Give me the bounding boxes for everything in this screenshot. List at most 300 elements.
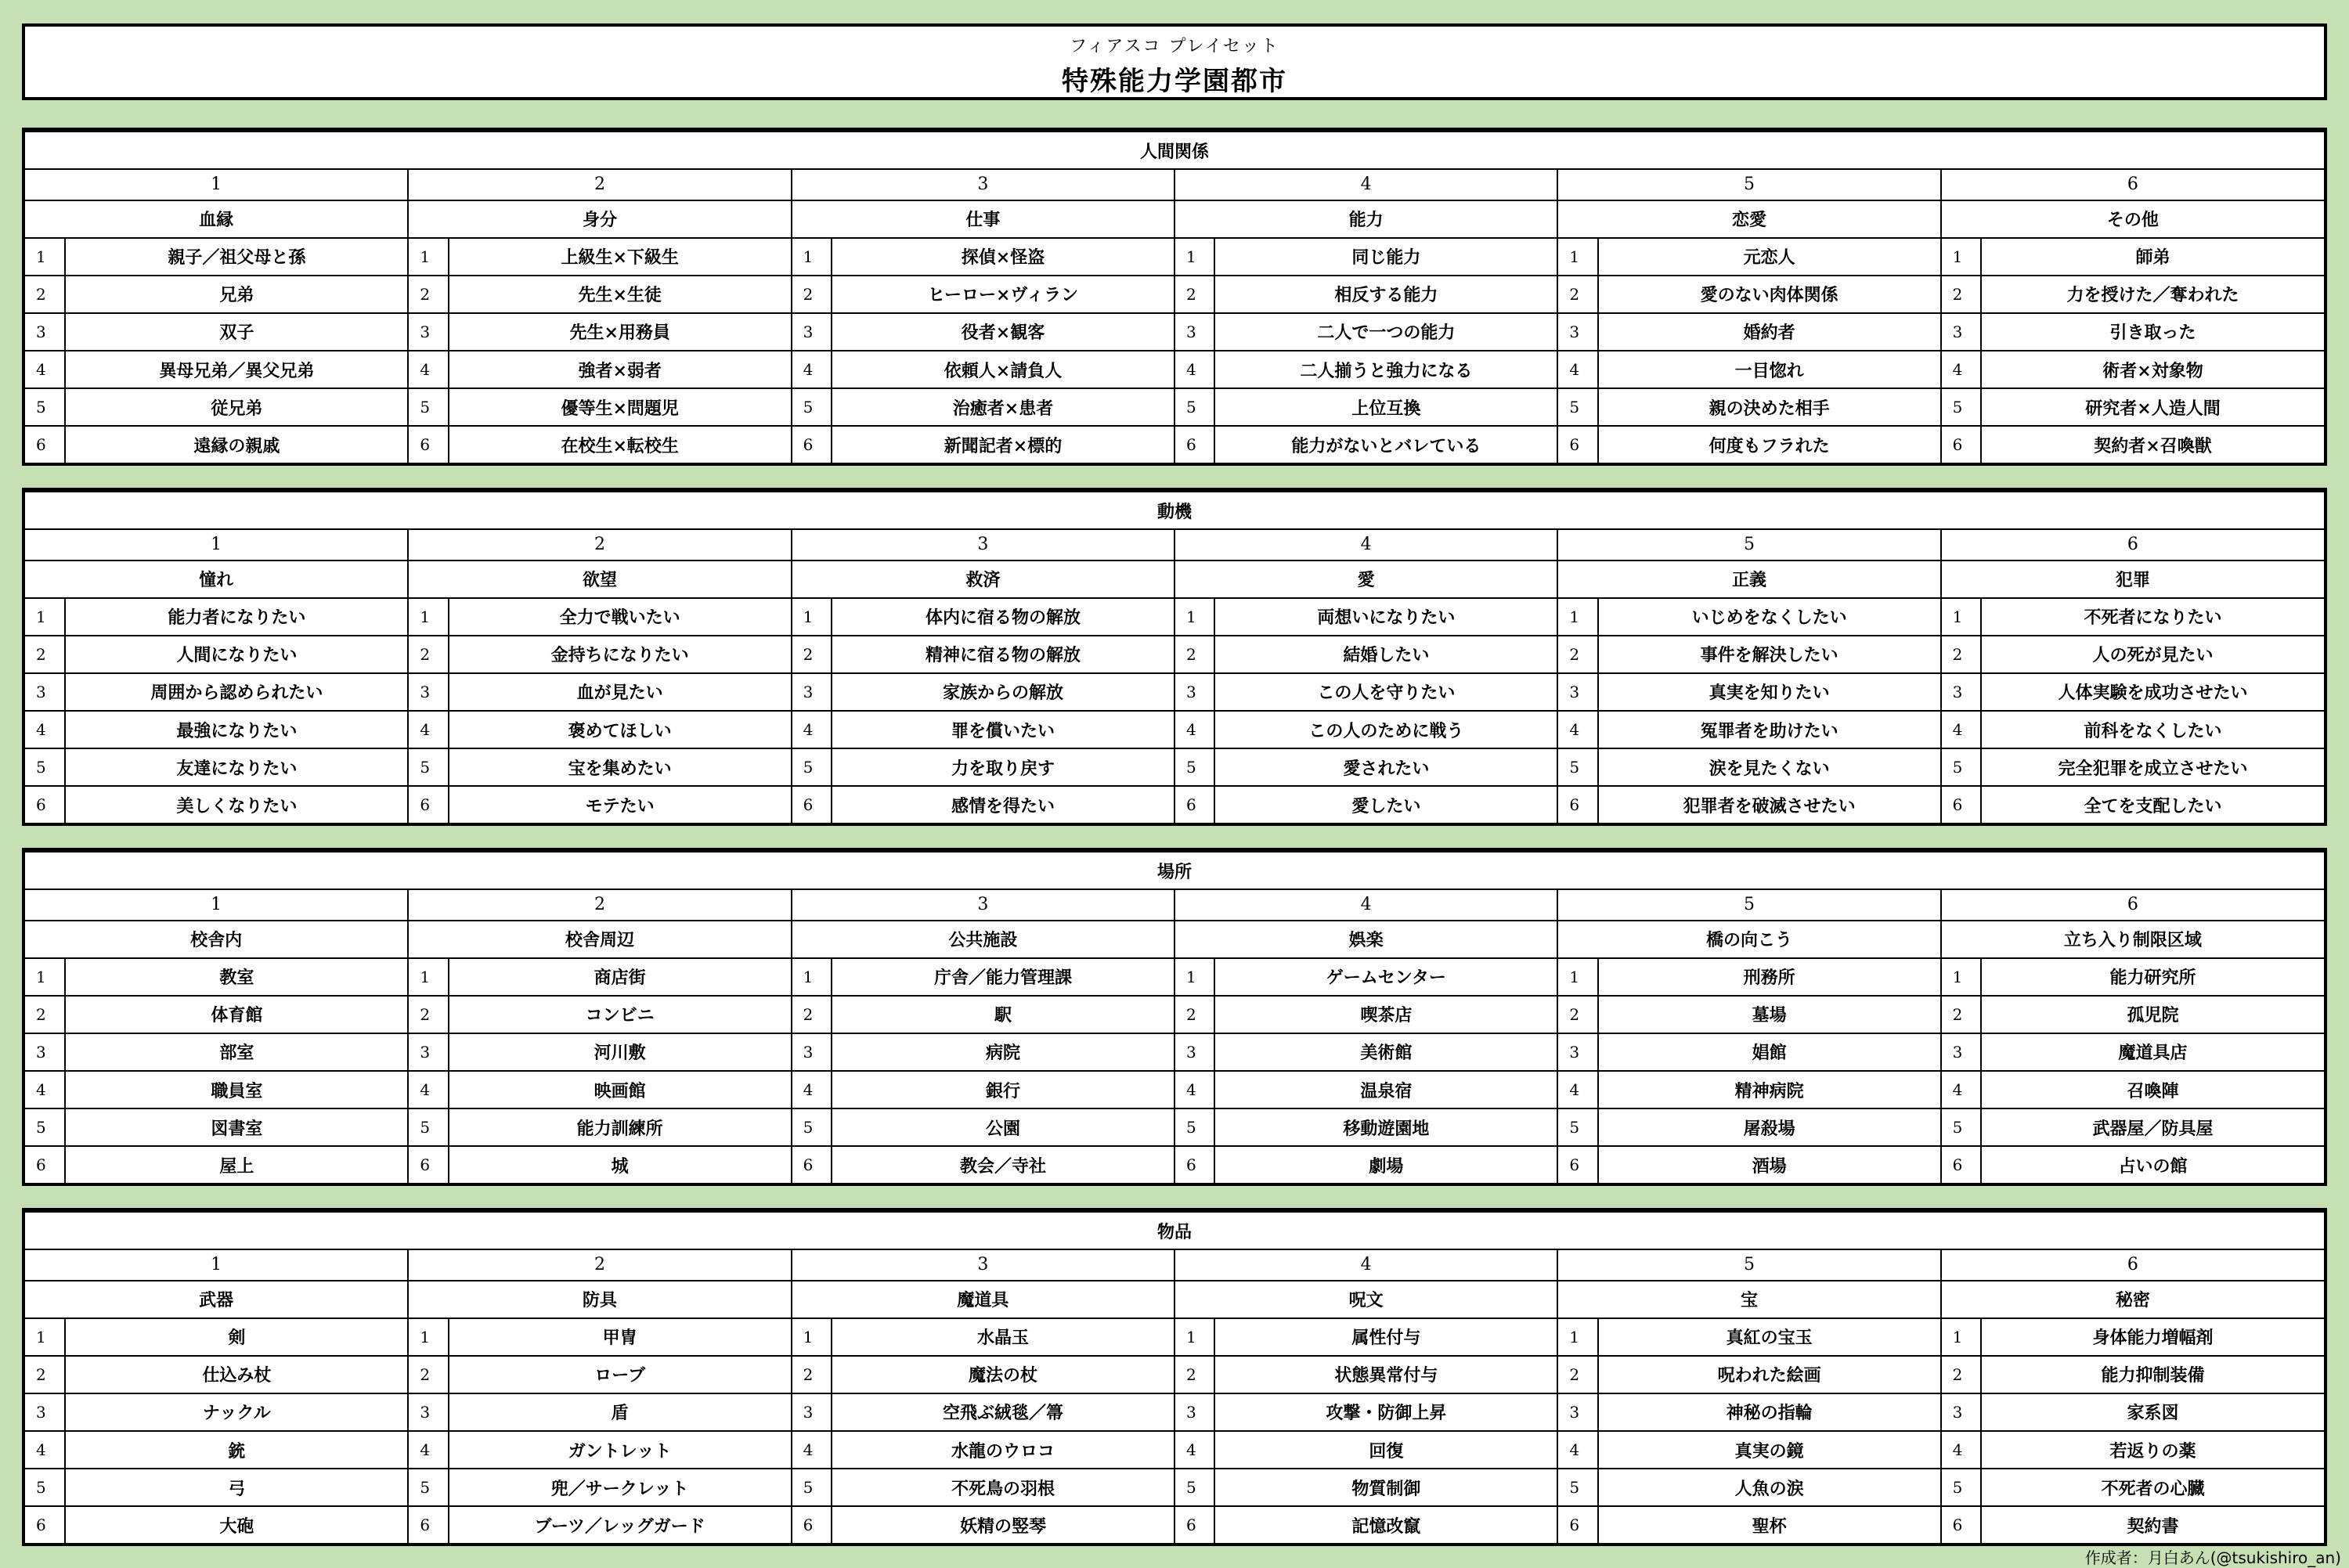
item-roll-number: 1 [1557, 238, 1597, 276]
item-cell: 金持ちになりたい [449, 636, 792, 673]
item-roll-number: 1 [792, 958, 832, 996]
item-cell: 状態異常付与 [1214, 1356, 1557, 1393]
item-cell: 契約書 [1981, 1506, 2324, 1543]
item-roll-number: 6 [792, 1146, 832, 1183]
item-roll-number: 1 [1941, 598, 1981, 636]
item-cell: 依頼人×請負人 [832, 351, 1174, 388]
table-row [25, 996, 2324, 1033]
item-roll-number: 3 [1941, 673, 1981, 711]
item-roll-number: 5 [1557, 388, 1597, 426]
item-roll-number: 2 [1557, 276, 1597, 313]
category-header: 愛 [1174, 561, 1557, 598]
category-header: 能力 [1174, 200, 1557, 238]
column-roll-number: 4 [1174, 1249, 1557, 1280]
item-roll-number: 3 [792, 1393, 832, 1431]
item-cell: 術者×対象物 [1981, 351, 2324, 388]
item-roll-number: 5 [1941, 1469, 1981, 1506]
item-roll-number: 5 [25, 1108, 65, 1146]
item-roll-number: 6 [1941, 426, 1981, 463]
column-roll-number: 6 [1941, 529, 2324, 560]
item-roll-number: 3 [25, 673, 65, 711]
item-roll-number: 2 [25, 1356, 65, 1393]
item-cell: 最強になりたい [65, 711, 408, 748]
item-cell: 同じ能力 [1214, 238, 1557, 276]
item-cell: 空飛ぶ絨毯／箒 [832, 1393, 1174, 1431]
item-cell: 銃 [65, 1431, 408, 1469]
item-roll-number: 6 [25, 1506, 65, 1543]
item-roll-number: 3 [1557, 313, 1597, 351]
playset-title: 特殊能力学園都市 [1062, 66, 1287, 97]
item-cell: 家系図 [1981, 1393, 2324, 1431]
item-roll-number: 5 [1557, 1108, 1597, 1146]
item-cell: 前科をなくしたい [1981, 711, 2324, 748]
item-cell: 罪を償いたい [832, 711, 1174, 748]
column-roll-number: 1 [25, 889, 408, 920]
item-cell: 真実の鏡 [1598, 1431, 1941, 1469]
category-header: 欲望 [408, 561, 791, 598]
item-cell: 身体能力増幅剤 [1981, 1318, 2324, 1356]
item-roll-number: 4 [1557, 711, 1597, 748]
category-header: 呪文 [1174, 1281, 1557, 1318]
column-roll-number: 2 [408, 169, 791, 200]
table-row [25, 1393, 2324, 1431]
table-row [25, 1356, 2324, 1393]
item-roll-number: 2 [792, 636, 832, 673]
category-header: 橋の向こう [1557, 921, 1940, 958]
item-cell: 能力訓練所 [449, 1108, 792, 1146]
item-roll-number: 3 [25, 1393, 65, 1431]
item-cell: ゲームセンター [1214, 958, 1557, 996]
item-cell: 血が見たい [449, 673, 792, 711]
item-roll-number: 3 [1941, 313, 1981, 351]
item-cell: 在校生×転校生 [449, 426, 792, 463]
item-roll-number: 3 [1941, 1033, 1981, 1071]
section-table [25, 851, 2324, 1183]
item-cell: ローブ [449, 1356, 792, 1393]
item-cell: 二人で一つの能力 [1214, 313, 1557, 351]
item-roll-number: 2 [1174, 996, 1214, 1033]
section-title: 場所 [25, 852, 2324, 889]
item-roll-number: 1 [1557, 598, 1597, 636]
item-roll-number: 1 [1941, 958, 1981, 996]
item-roll-number: 5 [792, 1469, 832, 1506]
item-cell: いじめをなくしたい [1598, 598, 1941, 636]
item-cell: ガントレット [449, 1431, 792, 1469]
item-cell: 美術館 [1214, 1033, 1557, 1071]
item-cell: 部室 [65, 1033, 408, 1071]
item-roll-number: 3 [1174, 1033, 1214, 1071]
column-roll-number: 5 [1557, 1249, 1940, 1280]
item-cell: 属性付与 [1214, 1318, 1557, 1356]
item-roll-number: 3 [1557, 673, 1597, 711]
item-cell: 人間になりたい [65, 636, 408, 673]
item-cell: 相反する能力 [1214, 276, 1557, 313]
item-roll-number: 5 [1174, 748, 1214, 786]
category-header: 秘密 [1941, 1281, 2324, 1318]
item-cell: 刑務所 [1598, 958, 1941, 996]
item-roll-number: 3 [792, 1033, 832, 1071]
item-cell: 結婚したい [1214, 636, 1557, 673]
item-roll-number: 5 [25, 1469, 65, 1506]
item-roll-number: 4 [1557, 1431, 1597, 1469]
column-roll-number: 1 [25, 529, 408, 560]
column-roll-number: 2 [408, 889, 791, 920]
table-row [25, 313, 2324, 351]
item-roll-number: 5 [408, 748, 448, 786]
table-section [22, 1208, 2327, 1546]
item-roll-number: 4 [1941, 711, 1981, 748]
item-cell: 全てを支配したい [1981, 786, 2324, 823]
item-cell: 神秘の指輪 [1598, 1393, 1941, 1431]
category-header: 立ち入り制限区域 [1941, 921, 2324, 958]
item-roll-number: 6 [1557, 786, 1597, 823]
item-roll-number: 3 [408, 1393, 448, 1431]
category-header: 校舎内 [25, 921, 408, 958]
item-roll-number: 3 [792, 673, 832, 711]
item-roll-number: 2 [1941, 996, 1981, 1033]
item-cell: 魔法の杖 [832, 1356, 1174, 1393]
section-table [25, 1211, 2324, 1543]
item-cell: 仕込み杖 [65, 1356, 408, 1393]
item-cell: 城 [449, 1146, 792, 1183]
item-cell: 水晶玉 [832, 1318, 1174, 1356]
item-roll-number: 3 [792, 313, 832, 351]
item-roll-number: 1 [1174, 238, 1214, 276]
item-roll-number: 5 [1557, 748, 1597, 786]
table-row [25, 636, 2324, 673]
item-cell: 映画館 [449, 1071, 792, 1108]
table-row [25, 1146, 2324, 1183]
table-row [25, 388, 2324, 426]
item-roll-number: 5 [25, 748, 65, 786]
item-cell: 人の死が見たい [1981, 636, 2324, 673]
item-roll-number: 6 [1557, 426, 1597, 463]
category-header: 救済 [792, 561, 1174, 598]
item-cell: 体内に宿る物の解放 [832, 598, 1174, 636]
item-roll-number: 6 [792, 426, 832, 463]
item-roll-number: 2 [1941, 636, 1981, 673]
column-roll-number: 3 [792, 529, 1174, 560]
item-cell: 全力で戦いたい [449, 598, 792, 636]
item-roll-number: 2 [25, 276, 65, 313]
item-cell: 事件を解決したい [1598, 636, 1941, 673]
category-header: 血縁 [25, 200, 408, 238]
item-cell: 教会／寺社 [832, 1146, 1174, 1183]
item-roll-number: 1 [25, 1318, 65, 1356]
item-roll-number: 5 [408, 1469, 448, 1506]
item-roll-number: 5 [1941, 748, 1981, 786]
item-cell: 記憶改竄 [1214, 1506, 1557, 1543]
item-roll-number: 3 [25, 313, 65, 351]
item-cell: 孤児院 [1981, 996, 2324, 1033]
item-cell: 公園 [832, 1108, 1174, 1146]
category-header: 魔道具 [792, 1281, 1174, 1318]
item-cell: 教室 [65, 958, 408, 996]
item-cell: 職員室 [65, 1071, 408, 1108]
item-roll-number: 4 [408, 711, 448, 748]
item-roll-number: 4 [1174, 711, 1214, 748]
section-table [25, 131, 2324, 463]
item-cell: ヒーロー×ヴィラン [832, 276, 1174, 313]
item-cell: 力を授けた／奪われた [1981, 276, 2324, 313]
item-cell: 愛したい [1214, 786, 1557, 823]
item-cell: 武器屋／防具屋 [1981, 1108, 2324, 1146]
column-roll-number: 3 [792, 169, 1174, 200]
item-cell: 力を取り戻す [832, 748, 1174, 786]
item-roll-number: 5 [25, 388, 65, 426]
item-cell: 双子 [65, 313, 408, 351]
author-credit: 作成者：月白あん(@tsukishiro_an) [2084, 1548, 2341, 1567]
item-roll-number: 5 [1174, 1108, 1214, 1146]
column-roll-number: 4 [1174, 169, 1557, 200]
item-cell: 従兄弟 [65, 388, 408, 426]
item-roll-number: 1 [408, 1318, 448, 1356]
column-roll-number: 1 [25, 169, 408, 200]
category-header: その他 [1941, 200, 2324, 238]
item-cell: 褒めてほしい [449, 711, 792, 748]
item-cell: 水龍のウロコ [832, 1431, 1174, 1469]
item-cell: この人のために戦う [1214, 711, 1557, 748]
item-roll-number: 6 [1174, 426, 1214, 463]
item-cell: 回復 [1214, 1431, 1557, 1469]
item-cell: 愛されたい [1214, 748, 1557, 786]
category-header: 娯楽 [1174, 921, 1557, 958]
item-cell: 能力研究所 [1981, 958, 2324, 996]
item-cell: 両想いになりたい [1214, 598, 1557, 636]
column-roll-number: 3 [792, 889, 1174, 920]
category-header: 公共施設 [792, 921, 1174, 958]
item-roll-number: 2 [408, 276, 448, 313]
column-roll-number: 2 [408, 1249, 791, 1280]
item-roll-number: 3 [1941, 1393, 1981, 1431]
item-cell: 治癒者×患者 [832, 388, 1174, 426]
item-roll-number: 4 [408, 1431, 448, 1469]
item-cell: 友達になりたい [65, 748, 408, 786]
item-cell: ナックル [65, 1393, 408, 1431]
item-roll-number: 1 [408, 238, 448, 276]
playset-title-box [22, 23, 2327, 100]
item-roll-number: 1 [25, 958, 65, 996]
item-cell: 大砲 [65, 1506, 408, 1543]
item-cell: 契約者×召喚獣 [1981, 426, 2324, 463]
column-roll-number: 1 [25, 1249, 408, 1280]
item-cell: 遠縁の親戚 [65, 426, 408, 463]
item-cell: 親の決めた相手 [1598, 388, 1941, 426]
table-row [25, 1506, 2324, 1543]
item-cell: 元恋人 [1598, 238, 1941, 276]
section-title: 動機 [25, 492, 2324, 529]
item-cell: この人を守りたい [1214, 673, 1557, 711]
item-cell: 家族からの解放 [832, 673, 1174, 711]
category-header: 武器 [25, 1281, 408, 1318]
table-row [25, 1071, 2324, 1108]
item-cell: 周囲から認められたい [65, 673, 408, 711]
item-roll-number: 1 [1941, 238, 1981, 276]
item-cell: 一目惚れ [1598, 351, 1941, 388]
item-roll-number: 3 [1174, 313, 1214, 351]
item-cell: 商店街 [449, 958, 792, 996]
table-row [25, 673, 2324, 711]
item-cell: 強者×弱者 [449, 351, 792, 388]
table-row [25, 711, 2324, 748]
item-roll-number: 3 [408, 313, 448, 351]
item-cell: 占いの館 [1981, 1146, 2324, 1183]
item-roll-number: 6 [792, 786, 832, 823]
item-roll-number: 5 [792, 748, 832, 786]
item-cell: 兜／サークレット [449, 1469, 792, 1506]
item-roll-number: 2 [1557, 1356, 1597, 1393]
item-cell: 先生×生徒 [449, 276, 792, 313]
item-cell: 甲冑 [449, 1318, 792, 1356]
item-roll-number: 2 [1557, 636, 1597, 673]
item-roll-number: 2 [1174, 1356, 1214, 1393]
column-roll-number: 4 [1174, 889, 1557, 920]
item-roll-number: 6 [792, 1506, 832, 1543]
item-cell: 庁舎／能力管理課 [832, 958, 1174, 996]
item-roll-number: 1 [792, 598, 832, 636]
item-cell: 劇場 [1214, 1146, 1557, 1183]
item-cell: 師弟 [1981, 238, 2324, 276]
item-cell: 河川敷 [449, 1033, 792, 1071]
column-roll-number: 6 [1941, 1249, 2324, 1280]
item-roll-number: 4 [792, 1071, 832, 1108]
item-roll-number: 6 [408, 1146, 448, 1183]
item-roll-number: 5 [1941, 388, 1981, 426]
table-section [22, 488, 2327, 826]
item-roll-number: 6 [1557, 1146, 1597, 1183]
item-cell: 冤罪者を助けたい [1598, 711, 1941, 748]
section-title: 人間関係 [25, 132, 2324, 169]
item-cell: 犯罪者を破滅させたい [1598, 786, 1941, 823]
item-cell: 精神に宿る物の解放 [832, 636, 1174, 673]
item-roll-number: 4 [25, 351, 65, 388]
item-roll-number: 4 [1174, 1071, 1214, 1108]
category-header: 正義 [1557, 561, 1940, 598]
item-cell: 屋上 [65, 1146, 408, 1183]
column-roll-number: 2 [408, 529, 791, 560]
item-cell: 温泉宿 [1214, 1071, 1557, 1108]
item-roll-number: 4 [1941, 1431, 1981, 1469]
item-roll-number: 1 [408, 598, 448, 636]
table-row [25, 958, 2324, 996]
item-cell: 真紅の宝玉 [1598, 1318, 1941, 1356]
table-row [25, 786, 2324, 823]
item-roll-number: 5 [1174, 388, 1214, 426]
item-cell: 人体実験を成功させたい [1981, 673, 2324, 711]
item-roll-number: 6 [408, 1506, 448, 1543]
item-roll-number: 4 [1557, 1071, 1597, 1108]
item-cell: 兄弟 [65, 276, 408, 313]
item-roll-number: 6 [25, 786, 65, 823]
item-roll-number: 5 [408, 1108, 448, 1146]
item-roll-number: 3 [1557, 1033, 1597, 1071]
item-cell: 屠殺場 [1598, 1108, 1941, 1146]
item-roll-number: 1 [1557, 1318, 1597, 1356]
item-cell: 探偵×怪盗 [832, 238, 1174, 276]
item-roll-number: 2 [408, 1356, 448, 1393]
section-title: 物品 [25, 1212, 2324, 1249]
item-cell: 剣 [65, 1318, 408, 1356]
item-cell: 弓 [65, 1469, 408, 1506]
category-header: 校舎周辺 [408, 921, 791, 958]
item-roll-number: 3 [1174, 673, 1214, 711]
column-roll-number: 5 [1557, 889, 1940, 920]
item-roll-number: 4 [408, 351, 448, 388]
item-roll-number: 6 [25, 426, 65, 463]
item-roll-number: 6 [1174, 786, 1214, 823]
item-cell: 宝を集めたい [449, 748, 792, 786]
item-roll-number: 4 [792, 1431, 832, 1469]
table-row [25, 1469, 2324, 1506]
item-cell: 駅 [832, 996, 1174, 1033]
item-cell: 物質制御 [1214, 1469, 1557, 1506]
item-roll-number: 4 [25, 1071, 65, 1108]
item-cell: 銀行 [832, 1071, 1174, 1108]
table-row [25, 238, 2324, 276]
category-header: 憧れ [25, 561, 408, 598]
item-roll-number: 6 [1174, 1146, 1214, 1183]
item-roll-number: 4 [1174, 351, 1214, 388]
item-roll-number: 4 [25, 711, 65, 748]
item-roll-number: 6 [1941, 1506, 1981, 1543]
item-roll-number: 5 [408, 388, 448, 426]
item-roll-number: 4 [1557, 351, 1597, 388]
category-header: 防具 [408, 1281, 791, 1318]
item-roll-number: 2 [1557, 996, 1597, 1033]
item-cell: 精神病院 [1598, 1071, 1941, 1108]
table-row [25, 1108, 2324, 1146]
item-roll-number: 6 [1174, 1506, 1214, 1543]
item-roll-number: 1 [792, 1318, 832, 1356]
item-roll-number: 4 [25, 1431, 65, 1469]
item-cell: 喫茶店 [1214, 996, 1557, 1033]
item-roll-number: 4 [1941, 351, 1981, 388]
item-roll-number: 2 [792, 996, 832, 1033]
item-cell: 親子／祖父母と孫 [65, 238, 408, 276]
item-roll-number: 2 [792, 1356, 832, 1393]
item-cell: 人魚の涙 [1598, 1469, 1941, 1506]
item-cell: 若返りの薬 [1981, 1431, 2324, 1469]
item-roll-number: 2 [1174, 276, 1214, 313]
item-cell: 酒場 [1598, 1146, 1941, 1183]
item-cell: 不死者の心臓 [1981, 1469, 2324, 1506]
item-roll-number: 5 [792, 1108, 832, 1146]
item-roll-number: 6 [1941, 786, 1981, 823]
item-roll-number: 4 [1941, 1071, 1981, 1108]
item-cell: 盾 [449, 1393, 792, 1431]
item-roll-number: 4 [792, 351, 832, 388]
item-roll-number: 1 [1557, 958, 1597, 996]
item-cell: ブーツ／レッグガード [449, 1506, 792, 1543]
column-roll-number: 5 [1557, 169, 1940, 200]
item-cell: 愛のない肉体関係 [1598, 276, 1941, 313]
item-roll-number: 4 [408, 1071, 448, 1108]
item-cell: 婚約者 [1598, 313, 1941, 351]
item-roll-number: 2 [1174, 636, 1214, 673]
item-cell: 娼館 [1598, 1033, 1941, 1071]
item-cell: 能力抑制装備 [1981, 1356, 2324, 1393]
table-row [25, 426, 2324, 463]
item-roll-number: 6 [25, 1146, 65, 1183]
item-roll-number: 3 [408, 1033, 448, 1071]
item-roll-number: 2 [1941, 1356, 1981, 1393]
item-roll-number: 1 [1174, 1318, 1214, 1356]
item-roll-number: 6 [1557, 1506, 1597, 1543]
item-cell: 不死者になりたい [1981, 598, 2324, 636]
column-roll-number: 5 [1557, 529, 1940, 560]
item-roll-number: 1 [408, 958, 448, 996]
item-cell: 感情を得たい [832, 786, 1174, 823]
